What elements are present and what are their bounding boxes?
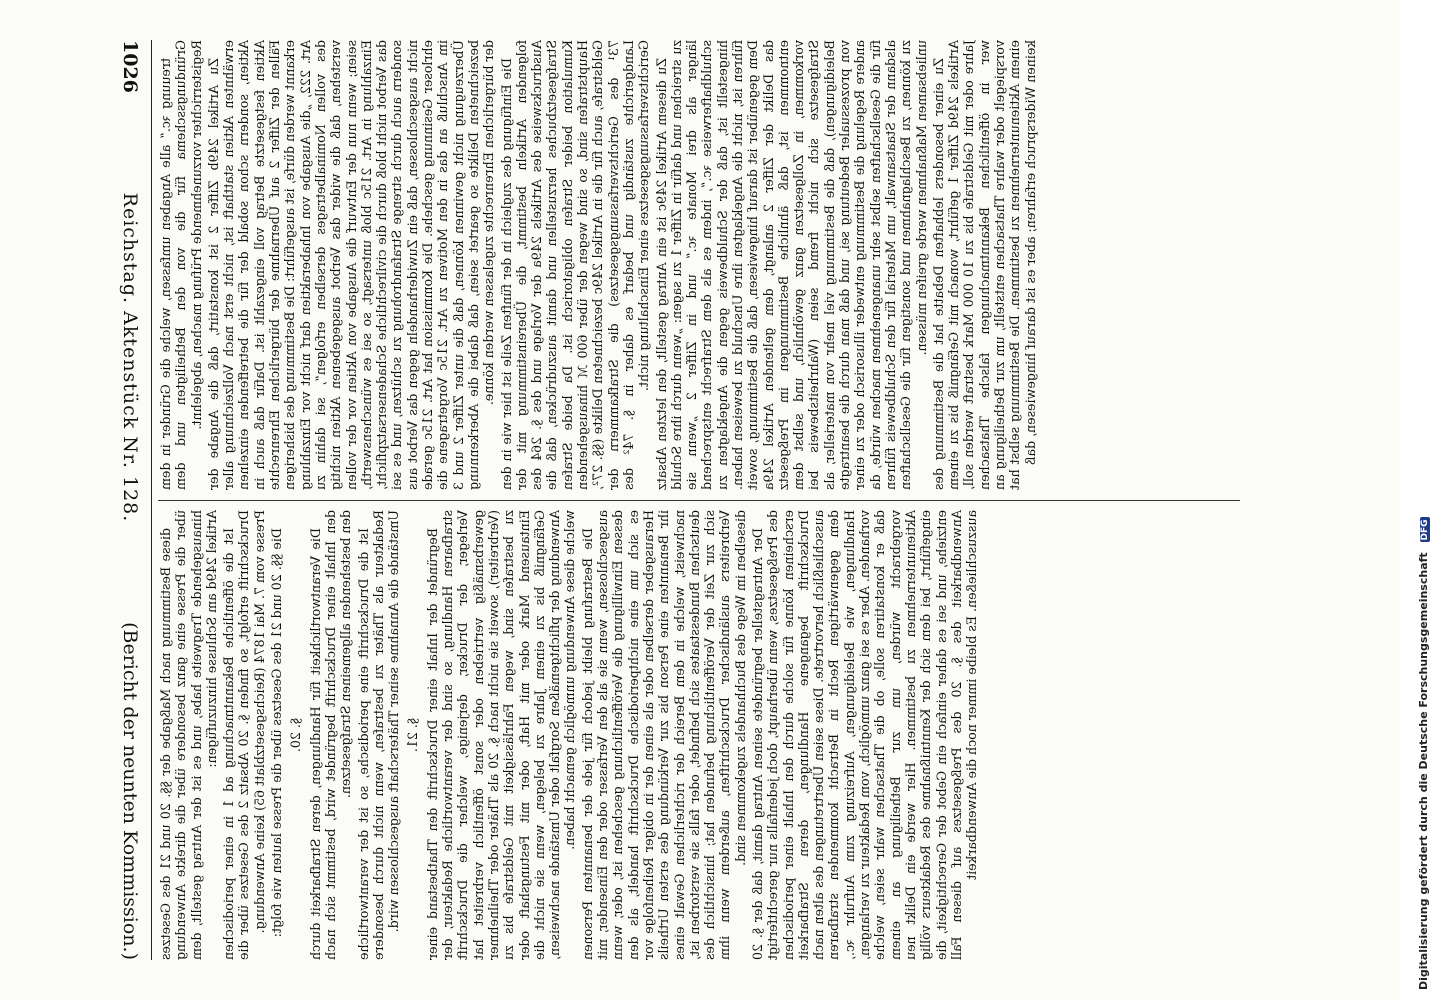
quoted-amendment: Ist die öffentliche Bekanntmachung ad 1 in einer periodischen Druckschrift erfolgt, so finden §. 20 Absatz 2 des Gesetzes über die Presse vom 7. Mai 1874 (Reichsgesetzblatt 65) keine Anwendung. — [221, 510, 267, 960]
paragraph: Zu Artikel 249b Ziffer 2 ist konstatirt, daß die Angabe der erwähnten Aktien statthaft ist, nicht erst nach Vollzeichnung aller Aktien, sondern schon sobald der für die betreffenden einzelnen Aktien festgesetzte Betrag voll eingezahlt ist. Dafür daß auch in Fällen der Ziffer 2 auf Übernahme der bürgerlichen Ehrenrechte erkannt werden dürfe, ist ausgeführt: Die Bestimmung des bisherigen Art. 222, „die Ausgabe von Inhaberaktien darf nicht vor Einzahlung des vollen Nominalbetrages derselben erfolgen“, sei dahin zu verstehen, daß die wider das Verbot ausgegebenen Aktien nichtig seien; wenn nun der Entwurf die Ausgabe von Aktien vor der vollen Einzahlung in Art. 215c bloß untersagt, so sei es wünschenswerth, das Verbot nicht bloß durch die civilrechtliche Schadensersatzpflicht, sondern auch durch strenge Strafandrohung zu schützen, und es sei nicht ausgeschlossen, daß ein Zuwiderhandeln gegen das Verbot aus ehrloser Gesinnung geschehe. Die Kommission hat Art. 215c gerade im Anschluß an das in den Motiven zu Art. 215c Vorgetragene die Überzeugung nicht gewinnen können, daß die unter Ziffer 2 und 3 bezeichneten Delikte so geartet seien, daß dabei die Aberkennung der bürgerlichen Ehrenrechte zugelassen werden könne. — [205, 40, 497, 490]
page-number: 1026 — [119, 40, 141, 93]
paragraph: Ist die Druckschrift eine periodische, so ist der verantwortliche Redakteur als Thäter zu bestrafen, wenn nicht durch besondere Umstände die Annahme seiner Thäterschaft ausgeschlossen wird. — [355, 510, 402, 960]
paragraph: Zu diesem Artikel 249c ist ein Antrag gestellt, den letzten Absatz zu streichen und dafür in Ziffer 1 zu sagen: „wenn durch ihre Schuld länger als drei Monate ꝛc.“ und in Ziffer 2 „wenn sie schuldhafterweise ꝛc.“, indem es als dem Strafrecht entsprechend hingestellt ist, daß der Schuldbeweis gegen die Angeklagten zu führen ist, nicht die Angeklagten ihre Unschuld zu beweisen haben. Dem gegenüber ist darauf hingewiesen, daß die Bestimmung, soweit das Delikt der Ziffer 2 anlangt, dem geltenden Artikel 249a entnommen ist, daß ähnliche Bestimmungen im Preßgesetz vorkommen, in Zollgesetzen ganz gewöhnlich, und selbst dem Strafgesetze sich nicht fremd seien (Wahrheitsbeweis bei Beleidigungen), daß die Bestimmung viel mehr von materieller, als von prozessualer Bedeutung sei, und daß man durch die beantragte andere Regelung die Bestimmung entweder illusorisch oder zu einer für die Gesellschaften selbst sehr unangenehmen machen würde, da alsdann der Staatsanwalt, um Material für den Schuldbeweis führen zu können, zu Beschlagnahmen und sonstigen für die Gesellschaften unliebsamen Maßnahmen werde greifen müssen. — [653, 40, 929, 490]
section-heading: §. 21. — [405, 717, 421, 753]
attribution-text: Digitalisierung gefördert durch die Deutsche Forschungsgemeinschaft — [1417, 552, 1430, 990]
section-heading: §. 20. — [288, 717, 304, 753]
right-column — [158, 510, 1240, 960]
paragraph: Die Einfügung des zugleich in der fünften Zeile ist hier wie in den folgenden Artikeln bestimmt, die Übereinstimmung mit der Ausdrucksweise des Artikels 249a der Vorlage und des §. 264 des Strafgesetzbuches herzustellen und damit auszudrücken, daß die Kumulation beider Strafen obligatorisch ist. Da beide Strafen Hauptstrafen sind, so sind wegen der über 600 ℳ hinausgehenden Geldstrafe, auch für die in Artikel 249c bezeichneten Delikte (§§. 27², 73¹ des Gerichtsverfassungsgesetzes) die Strafkammern der Landgerichte zuständig und bedarf es daher in §. 74² des Gerichtsverfassungsgesetzes einer Einschaltung nicht. — [498, 40, 652, 490]
page-subtitle: (Bericht der neunten Kommission.) — [119, 622, 141, 960]
paragraph: Begründet der Inhalt einer Druckschrift den Thatbestand einer strafbaren Handlung, so sind der verantwortliche Redakteur, der Verleger, der Drucker, derjenige, welcher die Druckschrift gewerbsmäßig vertrieben oder sonst öffentlich verbreitet hat (Verbreiter), soweit sie nicht nach §. 20 als Thäter oder Theilnehmer zu bestrafen sind, wegen Fahrlässigkeit mit Geldstrafe bis zu Eintausend Mark oder mit Haft, oder mit Festungshaft oder Gefängniß bis zu einem Jahre zu belegen, wenn sie nicht die Anwendung der pflichtgemäßen Sorgfalt oder Umstände nachweisen, welche diese Anwendung unmöglich gemacht haben. — [424, 510, 578, 960]
paragraph: diese Bestimmung nach Maßgabe der §§. 20 und 21 des Gesetzes über die Presse eine ganz besondere über die direkte Anwendung hinausgehende Tragweite habe, und es ist der Antrag gestellt, dem Artikel 249d am Schlusse hinzuzufügen: — [158, 510, 219, 960]
left-column — [158, 40, 1240, 490]
header-rule — [151, 40, 152, 960]
paragraph: Zu einer besonders lebhaften Debatte hat die Bestimmung des Artikels 249d Ziffer 1 geführt, wonach mit Gefängniß bis zu einem Jahre oder mit Geldstrafe bis zu 10 000 Mark bestraft werden soll, wer in öffentlichen Bekanntmachungen falsche Thatsachen vorspiegelt oder wahre Thatsachen entstellt, um zur Betheiligung an einem Aktienunternehmen zu bestimmen. Die Bestimmung selbst hat keinen Widerspruch erfahren; aber es ist darauf hingewiesen, daß — [930, 40, 1038, 490]
page-title: Reichstag. Aktenstück Nr. 128. — [119, 192, 141, 523]
paragraph: Der Antragsteller begründete seinen Antrag damit, daß der §. 20 des Preßgesetzes, wenn überhaupt, doch jedenfalls nur gerechtfertigt erscheinen könne für solche durch den Inhalt einer periodischen Druckschrift begangene Handlungen, deren Strafbarkeit ausschließlich hervortrete. Diese seien Übertretungen des alten nach dem gegenwärtigen Recht in Betracht kommenden strafbaren Handlungen, wie Beleidigungen, Aufreizung zum Aufruhr ꝛc., vorhanden. Aber es sei ganz unmöglich, vom Redakteur zu verlangen, daß er konstatiren solle, ob die Thatsachen wahr seien, welche vorgebracht würden, um zur Betheiligung an einem Aktienunternehmen zu bestimmen. Hier werde ein Delikt neu eingeführt, bei dem sich der Kenntnißnahme des Redakteurs völlig entziehe, und sei es daher einfach ein Gebot der Gerechtigkeit, die Anwendbarkeit des §. 20 des Preßgesetzes auf diesen Fall auszuschließen. Es bleibe immer noch die Anwendbarkeit — [749, 510, 980, 960]
column-divider — [158, 500, 1240, 501]
paragraph: treuung ꝛc.“ alle Angaben umfassen, welche die Gründer in dem Gründungsschema für die von den Betheiligten und dem Registerrichter vorzunehmende Prüfung machen, abgelehnt. — [158, 40, 204, 490]
paragraph: Die Verantwortlichkeit für Handlungen, deren Strafbarkeit durch den Inhalt einer Druckschrift begründet wird, bestimmt sich nach den bestehenden allgemeinen Strafgesetzen. — [307, 510, 354, 960]
digitization-attribution — [1417, 517, 1430, 990]
paragraph: Die §§. 20 und 21 des Gesetzes über die Presse lauten wie folgt: — [269, 528, 285, 938]
page-header — [110, 40, 150, 960]
dfg-logo: DFG — [1420, 519, 1430, 541]
paragraph: Die Bestrafung bleibt jedoch für jede der benannten Personen ausgeschlossen, wenn sie als den Verfasser oder den Einsender, mit dessen Einwilligung die Veröffentlichung geschehen ist, oder, wenn es sich um eine nichtperiodische Druckschrift handelt, als den Herausgeber derselben oder als einen der in obiger Reihenfolge vor ihr Benannten eine Person bis zur Verkündung des ersten Urtheils nachweist, welche in dem Bereich der richterlichen Gewalt eines deutschen Bundesstaates sich befindet, oder falls sie verstorben ist, sich zur Zeit der Veröffentlichung befunden hat; hinsichtlich des Verbreiters ausländischer Druckschriften, außerdem wenn ihm dieselben im Wege des Buchhandels zugekommen sind. — [579, 510, 748, 960]
